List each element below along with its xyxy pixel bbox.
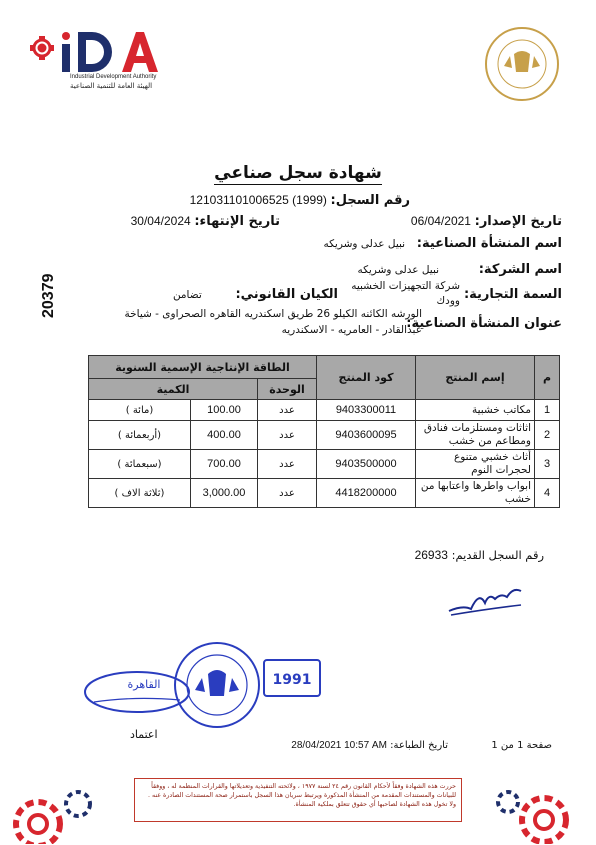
ida-logo (26, 18, 196, 92)
col-name-header: إسم المنتج (416, 356, 535, 400)
address-value-1: الورشه الكائنه الكيلو 26 طريق اسكندريه القاهره الصحراوى - شياخة (124, 308, 422, 320)
row-quantity-words: (مائة ) (89, 400, 191, 421)
row-unit: عدد (258, 421, 317, 450)
legal-row (173, 287, 338, 302)
facility-label: اسم المنشأة الصناعية: (416, 236, 562, 251)
trade-value-2: وودك (436, 295, 460, 307)
expiry-value: 30/04/2024 (130, 214, 191, 228)
col-unit-header: الوحدة (258, 379, 317, 400)
trade-label: السمة التجارية: (463, 287, 562, 302)
table-row (89, 421, 560, 450)
row-unit: عدد (258, 450, 317, 479)
registry-value: 12103110100652‎5 (1999) (189, 193, 327, 207)
col-code-header: كود المنتج (317, 356, 416, 400)
row-product-name: مكاتب خشبية (416, 400, 535, 421)
handwritten-signature (445, 585, 525, 620)
address-value-2: عبدالقادر - العامريه - الاسكندريه (281, 324, 422, 336)
row-index: 2 (535, 421, 560, 450)
row-quantity: 3,000.00 (191, 479, 258, 508)
registry-row (190, 193, 410, 208)
row-quantity: 400.00 (191, 421, 258, 450)
side-serial-number: 20379 (40, 273, 57, 318)
oval-stamp-text: القاهرة (127, 678, 161, 691)
org-name-ar: الهيئة العامة للتنمية الصناعية (70, 82, 153, 90)
eagle-seal-stamp (172, 640, 262, 730)
facility-value: نبيل عدلى وشريكه (323, 238, 406, 250)
row-product-code: 9403300011 (317, 400, 416, 421)
trade-value-1: شركة التجهيزات الخشبيه (351, 280, 460, 292)
old-registry-row (415, 548, 544, 562)
old-registry-value: 26933 (414, 548, 448, 562)
gear-decoration-icon (8, 784, 98, 844)
row-quantity-words: (سبعمائة ) (89, 450, 191, 479)
old-registry-label: رقم السجل القديم: (451, 548, 544, 562)
issue-row (411, 214, 562, 229)
row-index: 3 (535, 450, 560, 479)
approval-label: اعتماد (130, 728, 158, 741)
col-capacity-header: الطاقة الإنتاجية الإسمية السنوية (89, 356, 317, 379)
issue-value: 06/04/2021 (410, 214, 471, 228)
company-label: اسم الشركة: (478, 262, 562, 277)
table-header-row (89, 356, 560, 379)
products-table (88, 355, 560, 508)
address-label: عنوان المنشأة الصناعية: (406, 316, 562, 331)
row-product-code: 9403500000 (317, 450, 416, 479)
gear-icon (34, 40, 50, 56)
trade-row (464, 287, 562, 302)
print-date-row (291, 740, 448, 751)
legal-value: تضامن (172, 289, 202, 301)
print-date-label: تاريخ الطباعة: (390, 740, 448, 751)
company-value: نبيل عدلى وشريكه (357, 264, 440, 276)
col-quantity-header: الكمية (89, 379, 258, 400)
rectangular-stamp (262, 658, 322, 698)
row-unit: عدد (258, 479, 317, 508)
expiry-row (131, 214, 280, 229)
address-row (406, 316, 562, 331)
footer-text: حررت هذه الشهادة وفقاً لأحكام القانون رقم ٢٤ لسنة ١٩٧٧ ، ولائحته التنفيذية وتعديلاتها والقرارات المنظمة له ، ووفقاً للبيانات والمستندات المقدمة من المنشأة المذكورة ويرتبط سريان هذا السجل باستمرار صحة المستندات الصادرة عنه . ولا تخول هذه الشهادة لصاحبها أي حقوق تتعلق بملكية المنشأة. (148, 783, 456, 808)
certificate-title: شهادة سجل صناعي (214, 163, 382, 183)
row-quantity: 100.00 (191, 400, 258, 421)
facility-row (323, 236, 562, 251)
legal-footer (134, 778, 462, 822)
issue-label: تاريخ الإصدار: (474, 214, 562, 229)
row-product-name: اثاثات ومستلزمات فنادق ومطاعم من خشب (416, 421, 535, 450)
legal-label: الكيان القانوني: (235, 287, 338, 302)
org-name-en: Industrial Development Authority (70, 74, 157, 80)
page-indicator: صفحة 1 من 1 (491, 740, 552, 751)
row-product-name: ابواب واطرها واعتابها من خشب (416, 479, 535, 508)
row-quantity: 700.00 (191, 450, 258, 479)
row-product-code: 4418200000 (317, 479, 416, 508)
rect-stamp-text: 1991 (272, 672, 312, 688)
row-quantity-words: (ثلاثة الاف ) (89, 479, 191, 508)
row-unit: عدد (258, 400, 317, 421)
col-index-header: م (535, 356, 560, 400)
row-index: 1 (535, 400, 560, 421)
table-row (89, 479, 560, 508)
gear-decoration-icon (494, 784, 574, 844)
ministry-seal-icon (484, 26, 560, 102)
expiry-label: تاريخ الإنتهاء: (194, 214, 280, 229)
print-date-value: 28/04/2021 10:57 AM (291, 740, 387, 751)
registry-label: رقم السجل: (330, 193, 410, 208)
row-index: 4 (535, 479, 560, 508)
table-row (89, 450, 560, 479)
table-row (89, 400, 560, 421)
row-product-name: أثاث خشبي متنوع لحجرات النوم (416, 450, 535, 479)
row-quantity-words: (أربعمائة ) (89, 421, 191, 450)
company-row (357, 262, 562, 277)
row-product-code: 9403600095 (317, 421, 416, 450)
